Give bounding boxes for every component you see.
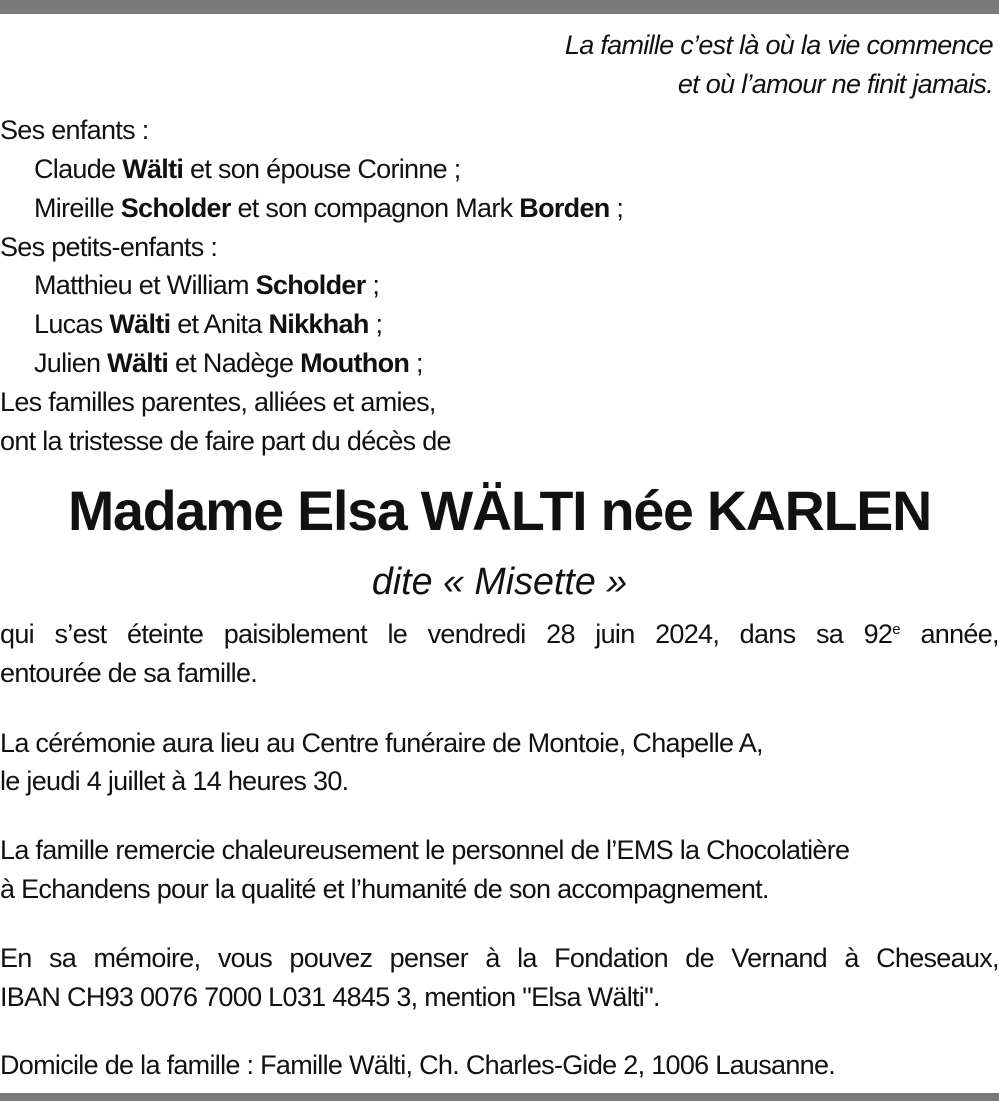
announcement-line: ont la tristesse de faire part du décès de: [0, 426, 451, 456]
child-entry: Mireille Scholder et son compagnon Mark Borden ;: [34, 193, 624, 223]
families-line: Les familles parentes, alliées et amies,: [0, 387, 436, 417]
deceased-name: Madame Elsa WÄLTI née KARLEN: [67, 479, 932, 542]
memory-line-1: En sa mémoire, vous pouvez penser à la Fondation de Vernand à Cheseaux,: [0, 943, 999, 973]
grandchild-entry: Matthieu et William Scholder ;: [34, 270, 380, 300]
child-entry: Claude Wälti et son épouse Corinne ;: [34, 154, 461, 184]
ceremony-line-2: le jeudi 4 juillet à 14 heures 30.: [0, 766, 349, 796]
ceremony-line-1: La cérémonie aura lieu au Centre funéraire de Montoie, Chapelle A,: [0, 728, 763, 758]
grandchild-entry: Julien Wälti et Nadège Mouthon ;: [34, 348, 423, 378]
bottom-rule: [0, 1093, 999, 1101]
thanks-line-1: La famille remercie chaleureusement le personnel de l’EMS la Chocolatière: [0, 835, 850, 865]
memory-line-2: IBAN CH93 0076 7000 L031 4845 3, mention "Elsa Wälti".: [0, 982, 660, 1012]
family-address: Domicile de la famille : Famille Wälti, Ch. Charles-Gide 2, 1006 Lausanne.: [0, 1050, 836, 1080]
children-heading: Ses enfants :: [0, 115, 149, 145]
epigraph-line-2: et où l’amour ne finit jamais.: [677, 69, 993, 99]
nickname: dite « Misette »: [371, 561, 628, 603]
grandchildren-heading: Ses petits-enfants :: [0, 232, 218, 262]
top-rule: [0, 0, 999, 14]
grandchild-entry: Lucas Wälti et Anita Nikkhah ;: [34, 309, 383, 339]
death-notice-line-2: entourée de sa famille.: [0, 658, 258, 688]
thanks-line-2: à Echandens pour la qualité et l’humanité de son accompagnement.: [0, 874, 769, 904]
death-notice-line-1: qui s’est éteinte paisiblement le vendredi 28 juin 2024, dans sa 92e année,: [0, 619, 999, 649]
epigraph-line-1: La famille c’est là où la vie commence: [564, 30, 993, 60]
